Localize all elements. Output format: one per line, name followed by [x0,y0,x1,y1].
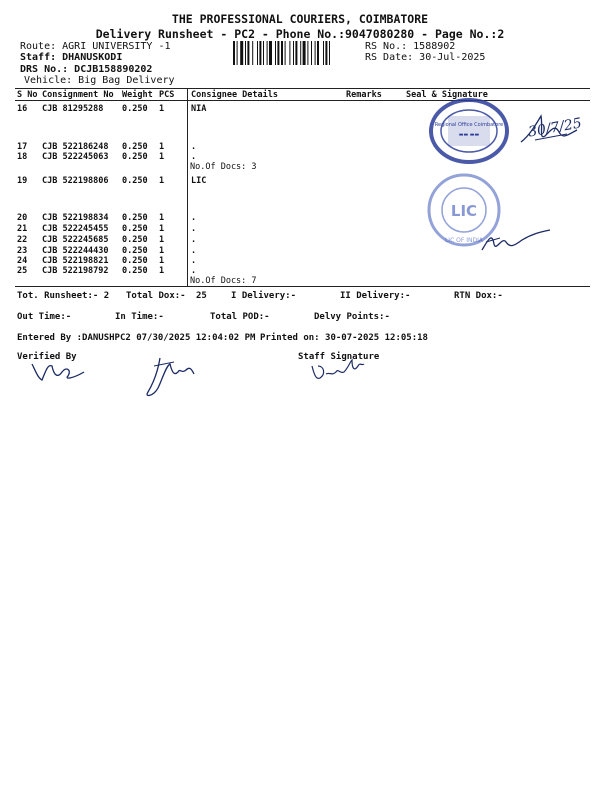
receiver-signature-2 [478,222,558,258]
total-dox-label: Total Dox:- [126,291,186,301]
row-weight: 0.250 [122,142,148,152]
barcode-bar [293,41,294,65]
row-pcs: 1 [159,235,165,245]
barcode-bar [275,41,276,65]
row-consignment: CJB 522198821 [42,256,109,266]
row-sno: 19 [17,176,28,186]
col-header-weight: Weight [122,90,153,100]
barcode-bar [277,41,279,65]
row-consignment: CJB 522245455 [42,224,109,234]
row-consignee: LIC [191,176,207,186]
in-time: In Time:- [115,312,164,322]
row-sno: 24 [17,256,28,266]
row-consignment: CJB 522198834 [42,213,109,223]
vehicle-label: Vehicle: Big Bag Delivery [24,75,175,86]
row-weight: 0.250 [122,266,148,276]
tot-runsheet: Tot. Runsheet:- 2 [17,291,110,301]
col-header-seal: Seal & Signature [406,90,488,100]
i-delivery: I Delivery:- [231,291,297,301]
row-pcs: 1 [159,246,165,256]
barcode-bar [267,41,268,65]
barcode-bar [285,41,286,65]
barcode-bar [311,41,312,65]
docs-count: No.Of Docs: 3 [190,162,257,172]
stamp-outer-text: LIC OF INDIA [444,237,484,244]
row-consignee: . [191,152,197,162]
barcode-bar [323,41,324,65]
verifier-signature-1 [28,356,88,386]
barcode-bar [315,41,316,65]
barcode-bar [252,41,253,65]
route-label: Route: AGRI UNIVERSITY -1 [20,41,171,52]
barcode-bar [325,41,327,65]
row-sno: 20 [17,213,28,223]
staff-label: Staff: DHANUSKODI [20,52,123,63]
row-sno: 21 [17,224,28,234]
row-pcs: 1 [159,104,165,114]
row-weight: 0.250 [122,104,148,114]
row-weight: 0.250 [122,256,148,266]
rs-number: RS No.: 1588902 [365,41,456,52]
out-time: Out Time:- [17,312,72,322]
row-consignee: . [191,235,197,245]
col-header-sno: S No [17,90,38,100]
barcode-bar [259,41,261,65]
verified-by-label: Verified By [17,352,77,362]
barcode-bar [281,41,283,65]
barcode-bar [237,41,238,65]
delvy-points: Delvy Points:- [314,312,390,322]
handwritten-date: 30/7/25 [527,115,583,141]
col-header-consignee: Consignee Details [191,90,278,100]
row-consignee: . [191,256,197,266]
barcode [233,41,359,65]
col-header-consignment: Consignment No [42,90,114,100]
company-name: THE PROFESSIONAL COURIERS, COIMBATORE [171,12,429,26]
row-sno: 25 [17,266,28,276]
row-consignee: . [191,142,197,152]
row-consignee: . [191,266,197,276]
row-consignment: CJB 522198792 [42,266,109,276]
row-weight: 0.250 [122,235,148,245]
barcode-bar [295,41,297,65]
consignee-column-divider [187,88,188,286]
staff-signature [308,356,368,384]
barcode-bar [317,41,319,65]
row-consignment: CJB 522245685 [42,235,109,245]
office-seal-stamp [426,96,512,166]
row-consignee: . [191,246,197,256]
total-pod: Total POD:- [210,312,270,322]
entered-by: Entered By :DANUSHPC2 07/30/2025 12:04:02 PM [17,333,256,343]
row-pcs: 1 [159,213,165,223]
row-weight: 0.250 [122,213,148,223]
barcode-bar [269,41,272,65]
barcode-bar [300,41,301,65]
stamp-inner-text: Regional Office Coimbatore [434,122,504,128]
ii-delivery: II Delivery:- [340,291,411,301]
barcode-bar [240,41,243,65]
row-consignment: CJB 522245063 [42,152,109,162]
row-weight: 0.250 [122,152,148,162]
row-consignee: NIA [191,104,207,114]
table-bottom-rule [15,286,590,287]
total-dox-value: 25 [196,291,207,301]
printed-on: Printed on: 30-07-2025 12:05:18 [260,333,428,343]
barcode-bar [307,41,308,65]
row-weight: 0.250 [122,176,148,186]
row-consignment: CJB 522244430 [42,246,109,256]
docs-count: No.Of Docs: 7 [190,276,257,286]
col-header-pcs: PCS [159,90,175,100]
barcode-bar [263,41,264,65]
row-sno: 22 [17,235,28,245]
table-top-rule [15,88,590,89]
barcode-bar [289,41,290,65]
barcode-bar [233,41,235,65]
svg-text:LIC: LIC [450,202,478,220]
rtn-dox: RTN Dox:- [454,291,503,301]
row-sno: 23 [17,246,28,256]
row-pcs: 1 [159,224,165,234]
row-pcs: 1 [159,152,165,162]
row-weight: 0.250 [122,246,148,256]
row-consignment: CJB 522198806 [42,176,109,186]
svg-text:▬▬ ▬▬: ▬▬ ▬▬ [458,132,480,138]
row-consignee: . [191,224,197,234]
row-sno: 18 [17,152,28,162]
rs-date: RS Date: 30-Jul-2025 [365,52,486,63]
row-consignment: CJB 522186248 [42,142,109,152]
barcode-bar [329,41,330,65]
row-sno: 16 [17,104,28,114]
barcode-bar [303,41,306,65]
staff-signature-label: Staff Signature [298,352,380,362]
col-header-remarks: Remarks [346,90,382,100]
verifier-signature-2 [140,352,200,402]
runsheet-subtitle: Delivery Runsheet - PC2 - Phone No.:9047080280 - Page No.:2 [95,27,505,41]
row-pcs: 1 [159,142,165,152]
drs-number: DRS No.: DCJB158890202 [20,64,153,75]
row-sno: 17 [17,142,28,152]
row-pcs: 1 [159,176,165,186]
row-pcs: 1 [159,256,165,266]
barcode-bar [257,41,258,65]
row-weight: 0.250 [122,224,148,234]
row-pcs: 1 [159,266,165,276]
barcode-bar [245,41,246,65]
barcode-bar [247,41,249,65]
row-consignee: . [191,213,197,223]
row-consignment: CJB 81295288 [42,104,104,114]
